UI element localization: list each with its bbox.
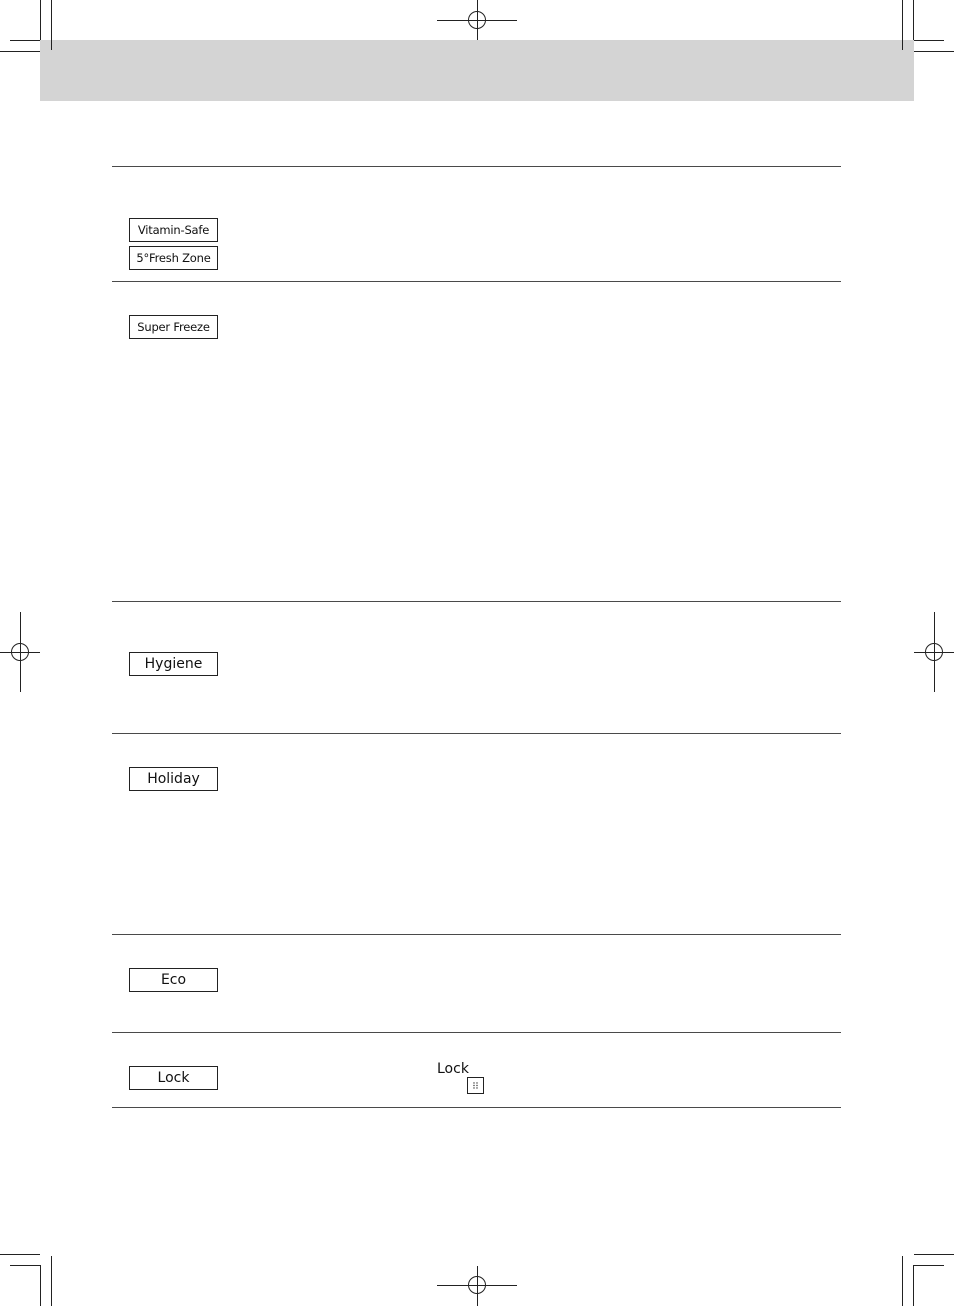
crop-mark (913, 1265, 914, 1306)
header-band (40, 40, 914, 101)
crop-mark (51, 1256, 52, 1306)
fresh-zone-label: 5°Fresh Zone (129, 246, 218, 270)
crop-mark (902, 1256, 903, 1306)
lock-label: Lock (129, 1066, 218, 1090)
eco-label: Eco (129, 968, 218, 992)
section-divider (112, 281, 841, 282)
crop-mark (0, 51, 40, 52)
lock-inline-text: Lock (437, 1061, 469, 1077)
holiday-label: Holiday (129, 767, 218, 791)
section-divider (112, 733, 841, 734)
section-divider (112, 166, 841, 167)
section-divider (112, 601, 841, 602)
vitamin-safe-label: Vitamin-Safe (129, 218, 218, 242)
crop-mark (0, 1254, 40, 1255)
crop-mark (10, 40, 40, 41)
crop-mark (914, 1265, 944, 1266)
crop-mark (913, 0, 914, 40)
section-divider (112, 1107, 841, 1108)
crop-mark (914, 51, 954, 52)
crop-mark (10, 1265, 40, 1266)
crop-mark (51, 0, 52, 50)
crop-mark (914, 1254, 954, 1255)
crop-mark (40, 1265, 41, 1306)
lock-button-icon (467, 1077, 484, 1094)
section-divider (112, 934, 841, 935)
lock-button-dots (471, 1081, 480, 1090)
super-freeze-label: Super Freeze (129, 315, 218, 339)
crop-mark (902, 0, 903, 50)
section-divider (112, 1032, 841, 1033)
crop-mark (914, 40, 944, 41)
hygiene-label: Hygiene (129, 652, 218, 676)
crop-mark (40, 0, 41, 40)
